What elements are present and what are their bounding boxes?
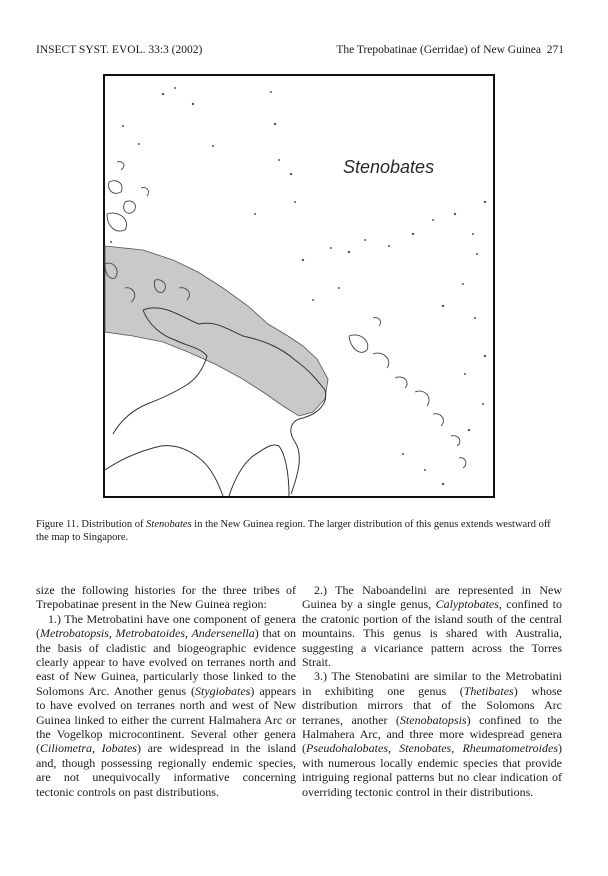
running-title-and-page bbox=[336, 44, 564, 56]
paragraph-stenobatini bbox=[302, 669, 562, 799]
text-run: ) appears to have evolved on terranes north and west of New Guinea linked to either the current Halmahera Arc or the Vogelkop microcontinent. Several other genera ( bbox=[36, 683, 296, 756]
genus-names: Pseudohalobates, Stenobates, Rheumatometroides bbox=[306, 741, 558, 756]
map-graphic bbox=[103, 74, 495, 498]
running-header bbox=[36, 44, 564, 60]
text-run: 1.) The Metrobatini have one component of genera ( bbox=[36, 611, 296, 641]
caption-genus: Stenobates bbox=[146, 519, 192, 530]
paragraph-naboandelini bbox=[302, 583, 562, 669]
genus-name: Calyptobates bbox=[435, 597, 499, 612]
genus-names: Metrobatopsis, Metrobatoides, Andersenella bbox=[40, 626, 255, 641]
text-run: ) with numerous locally endemic species that provide intriguing regional patterns but no clear indication of overriding tectonic control in their distributions. bbox=[302, 741, 562, 799]
genus-name: Thetibates bbox=[463, 683, 514, 698]
caption-prefix: Figure 11. Distribution of bbox=[36, 519, 147, 530]
map-genus-label: Stenobates bbox=[343, 157, 435, 177]
body-column-right bbox=[302, 583, 562, 799]
figure-caption bbox=[36, 519, 564, 544]
paragraph-intro: size the following histories for the three tribes of Trepobatinae present in the New Guinea region: bbox=[36, 583, 296, 612]
running-title: The Trepobatinae (Gerridae) of New Guinea bbox=[336, 44, 541, 56]
text-run: ) whose distribution mirrors that of the Solomons Arc terranes, another ( bbox=[302, 683, 562, 727]
caption-suffix: in the New Guinea region. The larger distribution of this genus extends westward off the map to Singapore. bbox=[36, 519, 551, 543]
journal-citation: INSECT SYST. EVOL. 33:3 (2002) bbox=[36, 44, 203, 56]
text-run: ) confined to the Halmahera Arc, and three more widespread genera ( bbox=[302, 712, 563, 756]
text-run: , confined to the cratonic portion of the island south of the central mountains. This genus is shared with Australia, suggesting a vicariance pattern across the Torres Strait. bbox=[302, 597, 562, 670]
distribution-map bbox=[103, 74, 495, 498]
genus-name: Stenobatopsis bbox=[399, 712, 467, 727]
body-column-left bbox=[36, 583, 296, 799]
text-run: 2.) The Naboandelini are represented in New Guinea by a single genus, bbox=[302, 583, 562, 612]
page-number: 271 bbox=[546, 44, 564, 56]
paragraph-metrobatini bbox=[36, 612, 296, 799]
text-run: ) that on the basis of cladistic and biogeographic evidence clearly appear to have evolved on terranes north and east of New Guinea, particularly those linked to the Solomons Arc. Another genus ( bbox=[36, 626, 296, 698]
text-run: ) are widespread in the island and, though possessing regionally endemic species, are not unequivocally informative concerning tectonic controls on past distributions. bbox=[36, 741, 296, 799]
genus-name: Stygiobates bbox=[195, 683, 251, 698]
text-run: 3.) The Stenobatini are similar to the Metrobatini in exhibiting one genus ( bbox=[302, 669, 562, 698]
genus-names: Ciliometra, Iobates bbox=[40, 741, 137, 756]
